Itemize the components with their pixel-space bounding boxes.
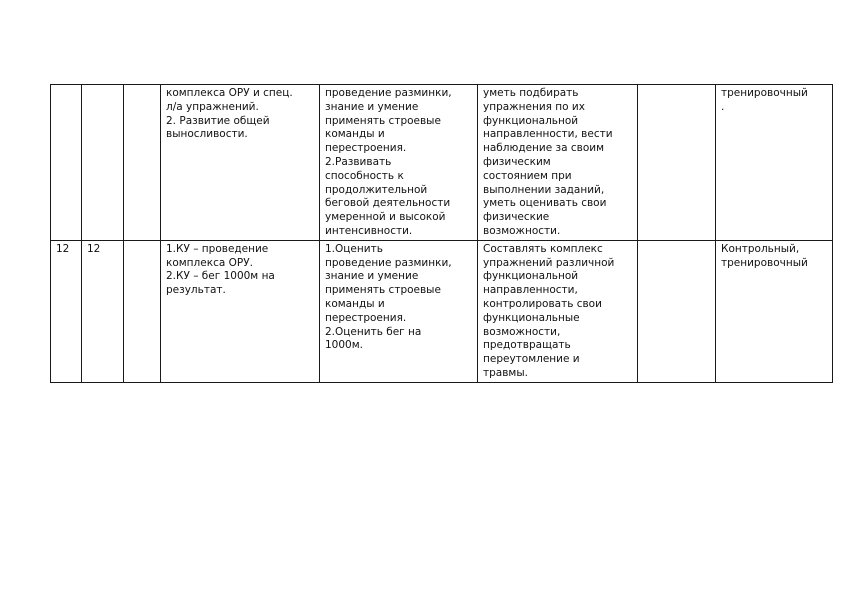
lesson-number-cell [51, 85, 82, 241]
text-line: применять строевые [325, 114, 441, 127]
skills-cell [478, 240, 638, 382]
table-row [51, 240, 833, 382]
text-line: предотвращать [483, 339, 571, 352]
skills-cell [478, 85, 638, 241]
empty-cell [124, 240, 161, 382]
text-line: перестроения. [325, 142, 407, 155]
text-line: упражнений различной [483, 256, 615, 269]
empty-cell-2 [638, 240, 716, 382]
text-line: травмы. [483, 366, 528, 379]
text-line: комплекса ОРУ и спец. [166, 87, 293, 99]
text-line: 2. Развитие общей [166, 114, 270, 127]
empty-cell [124, 85, 161, 241]
text-line: функциональной [483, 114, 579, 127]
empty-cell-2 [638, 85, 716, 241]
text-line: команды и [325, 297, 385, 310]
text-line: функциональной [483, 270, 579, 283]
tasks-cell [320, 240, 478, 382]
control-type-cell [716, 85, 833, 241]
text-line: умеренной и высокой [325, 211, 446, 224]
text-line: физическим [483, 155, 551, 168]
text-line: функциональные [483, 311, 580, 324]
lesson-number-cell: 12 [51, 240, 82, 382]
text-line: состоянием при [483, 169, 572, 182]
text-line: комплекса ОРУ. [166, 256, 253, 269]
text-line: 1.КУ – проведение [166, 242, 269, 255]
text-line: выносливости. [166, 128, 248, 141]
text-line: способность к [325, 169, 404, 182]
text-line: Контрольный, [721, 242, 800, 255]
text-line: 2.КУ – бег 1000м на [166, 270, 275, 283]
text-line: Составлять комплекс [483, 242, 603, 255]
text-line: тренировочный [721, 87, 808, 99]
text-line: наблюдение за своим [483, 142, 605, 155]
text-line: . [721, 100, 725, 113]
text-line: контролировать свои [483, 297, 602, 310]
text-line: тренировочный [721, 256, 808, 269]
tasks-cell [320, 85, 478, 241]
text-line: переутомление и [483, 353, 580, 366]
text-line: перестроения. [325, 311, 407, 324]
text-line: интенсивности. [325, 224, 413, 237]
text-line: уметь подбирать [483, 87, 579, 99]
text-line: знание и умение [325, 100, 419, 113]
lesson-plan-table [50, 84, 833, 383]
text-line: команды и [325, 128, 385, 141]
text-line: 2.Развивать [325, 155, 392, 168]
text-line: знание и умение [325, 270, 419, 283]
text-line: 1.Оценить [325, 242, 383, 255]
text-line: выполнении заданий, [483, 183, 605, 196]
text-line: направленности, вести [483, 128, 613, 141]
text-line: продолжительной [325, 183, 428, 196]
text-line: проведение разминки, [325, 87, 452, 99]
content-cell [161, 85, 320, 241]
text-line: 1000м. [325, 339, 363, 352]
text-line: возможности. [483, 224, 561, 237]
lesson-number-cell-2: 12 [82, 240, 124, 382]
content-cell [161, 240, 320, 382]
text-line: проведение разминки, [325, 256, 452, 269]
table-row [51, 85, 833, 241]
text-line: результат. [166, 284, 226, 297]
text-line: беговой деятельности [325, 197, 451, 210]
control-type-cell [716, 240, 833, 382]
text-line: направленности, [483, 284, 578, 297]
text-line: применять строевые [325, 284, 441, 297]
text-line: уметь оценивать свои [483, 197, 607, 210]
text-line: л/а упражнений. [166, 100, 259, 113]
lesson-number-cell-2 [82, 85, 124, 241]
text-line: 2.Оценить бег на [325, 325, 422, 338]
text-line: возможности, [483, 325, 561, 338]
text-line: физические [483, 211, 550, 224]
text-line: упражнения по их [483, 100, 585, 113]
